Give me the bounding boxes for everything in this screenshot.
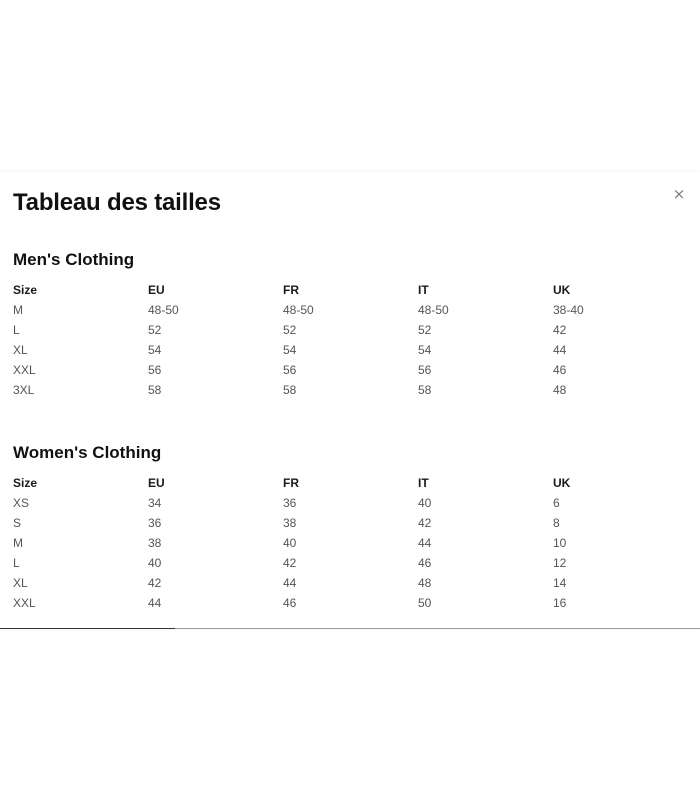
table-cell: 58: [148, 383, 162, 397]
table-row: [13, 320, 688, 340]
column-header-fr: FR: [283, 283, 299, 297]
table-cell: 54: [283, 343, 297, 357]
table-cell: L: [13, 556, 20, 570]
column-header-fr: FR: [283, 476, 299, 490]
table-cell: 10: [553, 536, 567, 550]
table-cell: 52: [283, 323, 297, 337]
table-row: [13, 573, 688, 593]
modal-title: Tableau des tailles: [13, 189, 221, 216]
table-cell: XL: [13, 576, 28, 590]
size-chart-modal: [0, 172, 700, 629]
table-cell: XXL: [13, 363, 36, 377]
table-cell: 40: [283, 536, 297, 550]
table-cell: 34: [148, 496, 162, 510]
table-cell: 38: [283, 516, 297, 530]
table-cell: 40: [148, 556, 162, 570]
section-heading: Men's Clothing: [13, 250, 135, 269]
table-row: [13, 593, 688, 613]
table-cell: 44: [553, 343, 567, 357]
table-cell: XS: [13, 496, 30, 510]
table-cell: 40: [418, 496, 432, 510]
table-row: [13, 513, 688, 533]
table-cell: 44: [148, 596, 162, 610]
table-header-row: [13, 473, 688, 493]
table-cell: 50: [418, 596, 432, 610]
table-cell: 54: [148, 343, 162, 357]
table-cell: 44: [418, 536, 432, 550]
table-row: [13, 533, 688, 553]
table-header-row: [13, 280, 688, 300]
table-cell: 48: [418, 576, 432, 590]
column-header-size: Size: [13, 476, 38, 490]
table-cell: 48: [553, 383, 567, 397]
table-cell: L: [13, 323, 20, 337]
table-cell: 48-50: [148, 303, 179, 317]
table-cell: 56: [418, 363, 432, 377]
table-cell: 46: [283, 596, 297, 610]
table-cell: 42: [283, 556, 297, 570]
column-header-eu: EU: [148, 283, 165, 297]
table-row: [13, 553, 688, 573]
table-row: [13, 300, 688, 320]
table-cell: 36: [283, 496, 297, 510]
table-cell: 54: [418, 343, 432, 357]
table-cell: 8: [553, 516, 560, 530]
table-cell: 12: [553, 556, 567, 570]
table-cell: 38-40: [553, 303, 584, 317]
modal-bottom-divider: [0, 628, 175, 629]
table-cell: 16: [553, 596, 567, 610]
table-cell: 42: [148, 576, 162, 590]
column-header-eu: EU: [148, 476, 165, 490]
table-row: [13, 340, 688, 360]
table-cell: 42: [418, 516, 432, 530]
table-cell: XL: [13, 343, 28, 357]
column-header-it: IT: [418, 476, 429, 490]
table-cell: 58: [418, 383, 432, 397]
table-cell: 42: [553, 323, 567, 337]
table-cell: 52: [148, 323, 162, 337]
table-cell: 36: [148, 516, 162, 530]
section-heading: Women's Clothing: [13, 443, 162, 462]
table-cell: 52: [418, 323, 432, 337]
close-icon[interactable]: ×: [672, 185, 686, 203]
table-cell: 44: [283, 576, 297, 590]
table-cell: 14: [553, 576, 567, 590]
table-cell: 48-50: [418, 303, 449, 317]
table-cell: 3XL: [13, 383, 35, 397]
womens-clothing-section: [13, 443, 688, 613]
table-cell: 46: [553, 363, 567, 377]
column-header-it: IT: [418, 283, 429, 297]
column-header-uk: UK: [553, 476, 571, 490]
table-cell: 38: [148, 536, 162, 550]
table-cell: 46: [418, 556, 432, 570]
table-cell: XXL: [13, 596, 36, 610]
table-cell: M: [13, 303, 23, 317]
table-row: [13, 360, 688, 380]
table-cell: 56: [148, 363, 162, 377]
table-cell: 58: [283, 383, 297, 397]
mens-size-table: [13, 280, 688, 400]
mens-clothing-section: [13, 250, 688, 400]
column-header-uk: UK: [553, 283, 571, 297]
table-cell: M: [13, 536, 23, 550]
table-cell: 48-50: [283, 303, 314, 317]
womens-size-table: [13, 473, 688, 613]
table-cell: 6: [553, 496, 560, 510]
table-cell: S: [13, 516, 22, 530]
column-header-size: Size: [13, 283, 38, 297]
table-row: [13, 493, 688, 513]
table-cell: 56: [283, 363, 297, 377]
table-row: [13, 380, 688, 400]
